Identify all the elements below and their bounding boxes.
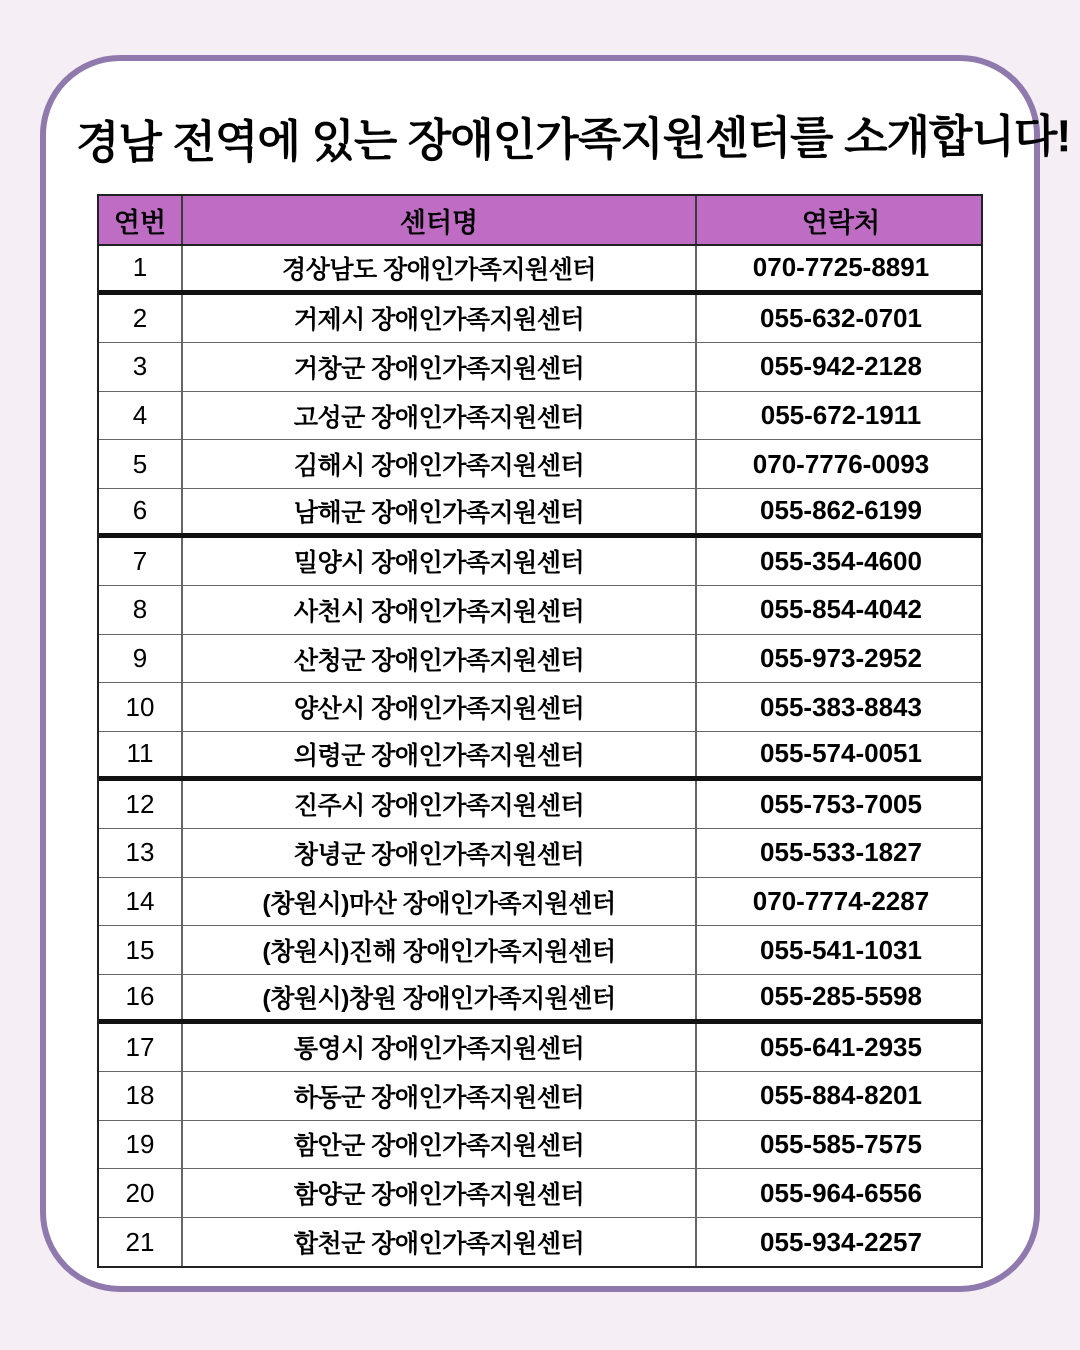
row-number-cell: 12 [99, 781, 183, 829]
phone-cell: 070-7725-8891 [752, 252, 930, 283]
center-name-cell: 통영시 장애인가족지원센터 [183, 1024, 697, 1072]
center-name-cell: 합천군 장애인가족지원센터 [183, 1218, 697, 1267]
row-number-cell: 3 [99, 343, 183, 391]
table-row [99, 489, 981, 538]
phone-cell: 055-862-6199 [760, 495, 922, 526]
center-name-cell: 경상남도 장애인가족지원센터 [183, 246, 697, 290]
phone-cell: 055-641-2935 [760, 1031, 922, 1062]
table-row [99, 343, 981, 392]
row-number-cell: 19 [99, 1121, 183, 1169]
row-number-cell: 7 [99, 538, 183, 586]
row-number-cell: 20 [99, 1169, 183, 1217]
phone-cell: 070-7774-2287 [752, 886, 930, 917]
row-number-cell: 5 [99, 440, 183, 488]
table-row [99, 392, 981, 441]
row-number-cell: 4 [99, 392, 183, 440]
phone-cell: 055-632-0701 [760, 302, 922, 333]
row-number-cell: 18 [99, 1072, 183, 1120]
table-row [99, 635, 981, 684]
phone-cell: 055-884-8201 [760, 1080, 922, 1111]
center-name-cell: 사천시 장애인가족지원센터 [183, 586, 697, 634]
column-header-contact: 연락처 [801, 207, 881, 238]
phone-cell: 055-672-1911 [760, 400, 922, 431]
phone-cell: 055-383-8843 [760, 691, 922, 722]
center-name-cell: (창원시)창원 장애인가족지원센터 [183, 975, 697, 1019]
table-row [99, 1121, 981, 1170]
phone-cell: 055-585-7575 [760, 1128, 922, 1159]
table-row [99, 1024, 981, 1073]
phone-cell: 055-753-7005 [760, 788, 922, 819]
column-header-center-name: 센터명 [183, 196, 697, 244]
table-row [99, 829, 981, 878]
phone-cell: 055-533-1827 [760, 837, 922, 868]
center-name-cell: 거창군 장애인가족지원센터 [183, 343, 697, 391]
rounded-card [40, 55, 1071, 1292]
table-row [99, 1169, 981, 1218]
row-number-cell: 16 [99, 975, 183, 1019]
phone-cell: 070-7776-0093 [752, 448, 930, 479]
table-row [99, 975, 981, 1024]
phone-cell: 055-854-4042 [760, 594, 922, 625]
row-number-cell: 10 [99, 683, 183, 731]
center-name-cell: 남해군 장애인가족지원센터 [183, 489, 697, 533]
row-number-cell: 1 [99, 246, 183, 290]
table-row [99, 246, 981, 295]
centers-table [97, 194, 983, 1268]
row-number-cell: 6 [99, 489, 183, 533]
center-name-cell: (창원시)마산 장애인가족지원센터 [183, 878, 697, 926]
center-name-cell: (창원시)진해 장애인가족지원센터 [183, 926, 697, 974]
row-number-cell: 14 [99, 878, 183, 926]
center-name-cell: 김해시 장애인가족지원센터 [183, 440, 697, 488]
center-name-cell: 하동군 장애인가족지원센터 [183, 1072, 697, 1120]
row-number-cell: 8 [99, 586, 183, 634]
center-name-cell: 진주시 장애인가족지원센터 [183, 781, 697, 829]
center-name-cell: 양산시 장애인가족지원센터 [183, 683, 697, 731]
table-body [99, 246, 981, 1266]
center-name-cell: 창녕군 장애인가족지원센터 [183, 829, 697, 877]
row-number-cell: 2 [99, 295, 183, 343]
table-header-row [99, 196, 981, 246]
row-number-cell: 15 [99, 926, 183, 974]
center-name-cell: 산청군 장애인가족지원센터 [183, 635, 697, 683]
phone-cell: 055-541-1031 [760, 934, 922, 965]
table-row [99, 538, 981, 587]
table-row [99, 440, 981, 489]
center-name-cell: 고성군 장애인가족지원센터 [183, 392, 697, 440]
page-title: 경남 전역에 있는 장애인가족지원센터를 소개합니다! [75, 110, 1071, 169]
table-row [99, 683, 981, 732]
row-number-cell: 21 [99, 1218, 183, 1267]
phone-cell: 055-934-2257 [760, 1226, 922, 1257]
center-name-cell: 밀양시 장애인가족지원센터 [183, 538, 697, 586]
row-number-cell: 13 [99, 829, 183, 877]
phone-cell: 055-942-2128 [760, 351, 922, 382]
center-name-cell: 함양군 장애인가족지원센터 [183, 1169, 697, 1217]
phone-cell: 055-973-2952 [760, 643, 922, 674]
table-row [99, 732, 981, 781]
table-row [99, 1218, 981, 1267]
phone-cell: 055-574-0051 [760, 738, 922, 769]
table-row [99, 926, 981, 975]
column-header-number: 연번 [99, 196, 183, 244]
table-row [99, 1072, 981, 1121]
center-name-cell: 함안군 장애인가족지원센터 [183, 1121, 697, 1169]
phone-cell: 055-354-4600 [760, 545, 922, 576]
table-row [99, 295, 981, 344]
center-name-cell: 의령군 장애인가족지원센터 [183, 732, 697, 776]
row-number-cell: 17 [99, 1024, 183, 1072]
table-row [99, 586, 981, 635]
table-row [99, 878, 981, 927]
table-row [99, 781, 981, 830]
phone-cell: 055-964-6556 [760, 1177, 922, 1208]
center-name-cell: 거제시 장애인가족지원센터 [183, 295, 697, 343]
phone-cell: 055-285-5598 [760, 981, 922, 1012]
row-number-cell: 11 [99, 732, 183, 776]
row-number-cell: 9 [99, 635, 183, 683]
